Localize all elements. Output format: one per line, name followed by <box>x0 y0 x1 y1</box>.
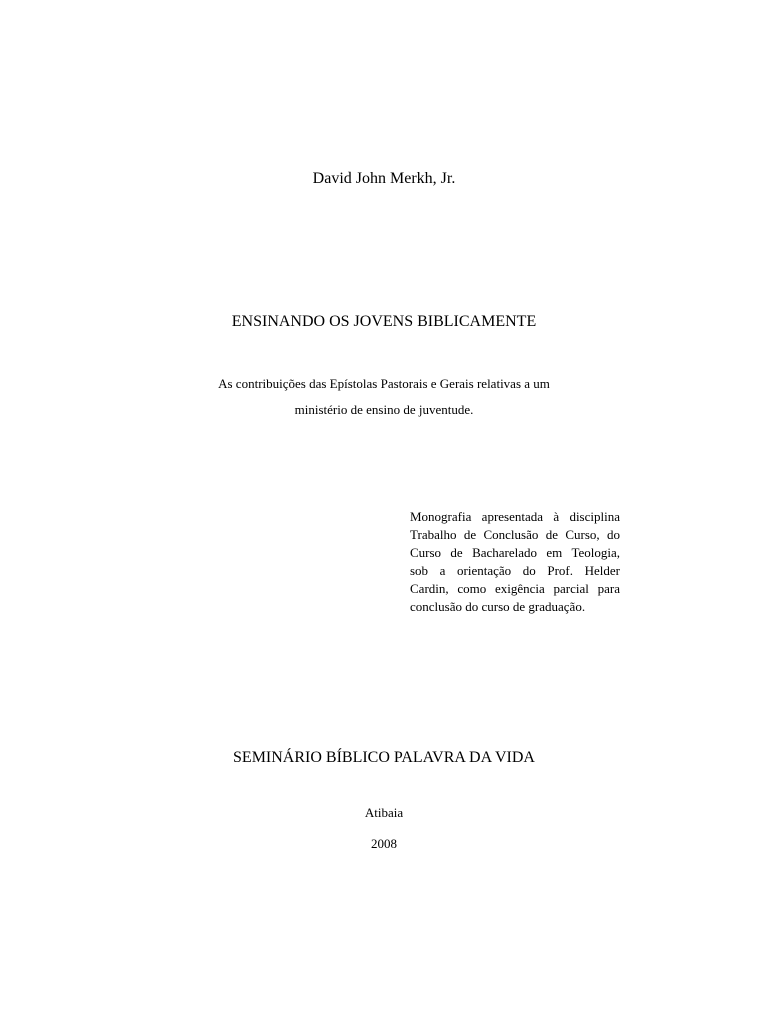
city-name: Atibaia <box>364 805 404 820</box>
institution-name: SEMINÁRIO BÍBLICO PALAVRA DA VIDA <box>233 749 535 766</box>
document-title: ENSINANDO OS JOVENS BIBLICAMENTE <box>231 313 537 330</box>
description-line: Monografia apresentada à disciplina <box>410 509 620 524</box>
description-line: Curso de Bacharelado em Teologia, <box>410 545 620 560</box>
publication-year: 2008 <box>371 836 397 851</box>
description-line: conclusão do curso de graduação. <box>410 599 586 614</box>
subtitle-line-2: ministério de ensino de juventude. <box>294 402 474 417</box>
monograph-description <box>410 508 620 616</box>
description-line: sob a orientação do Prof. Helder <box>410 563 620 578</box>
description-line: Trabalho de Conclusão de Curso, do <box>410 527 620 542</box>
description-line: Cardin, como exigência parcial para <box>410 581 620 596</box>
subtitle-line-1: As contribuições das Epístolas Pastorais e Gerais relativas a um <box>218 376 550 391</box>
author-name: David John Merkh, Jr. <box>312 170 456 187</box>
